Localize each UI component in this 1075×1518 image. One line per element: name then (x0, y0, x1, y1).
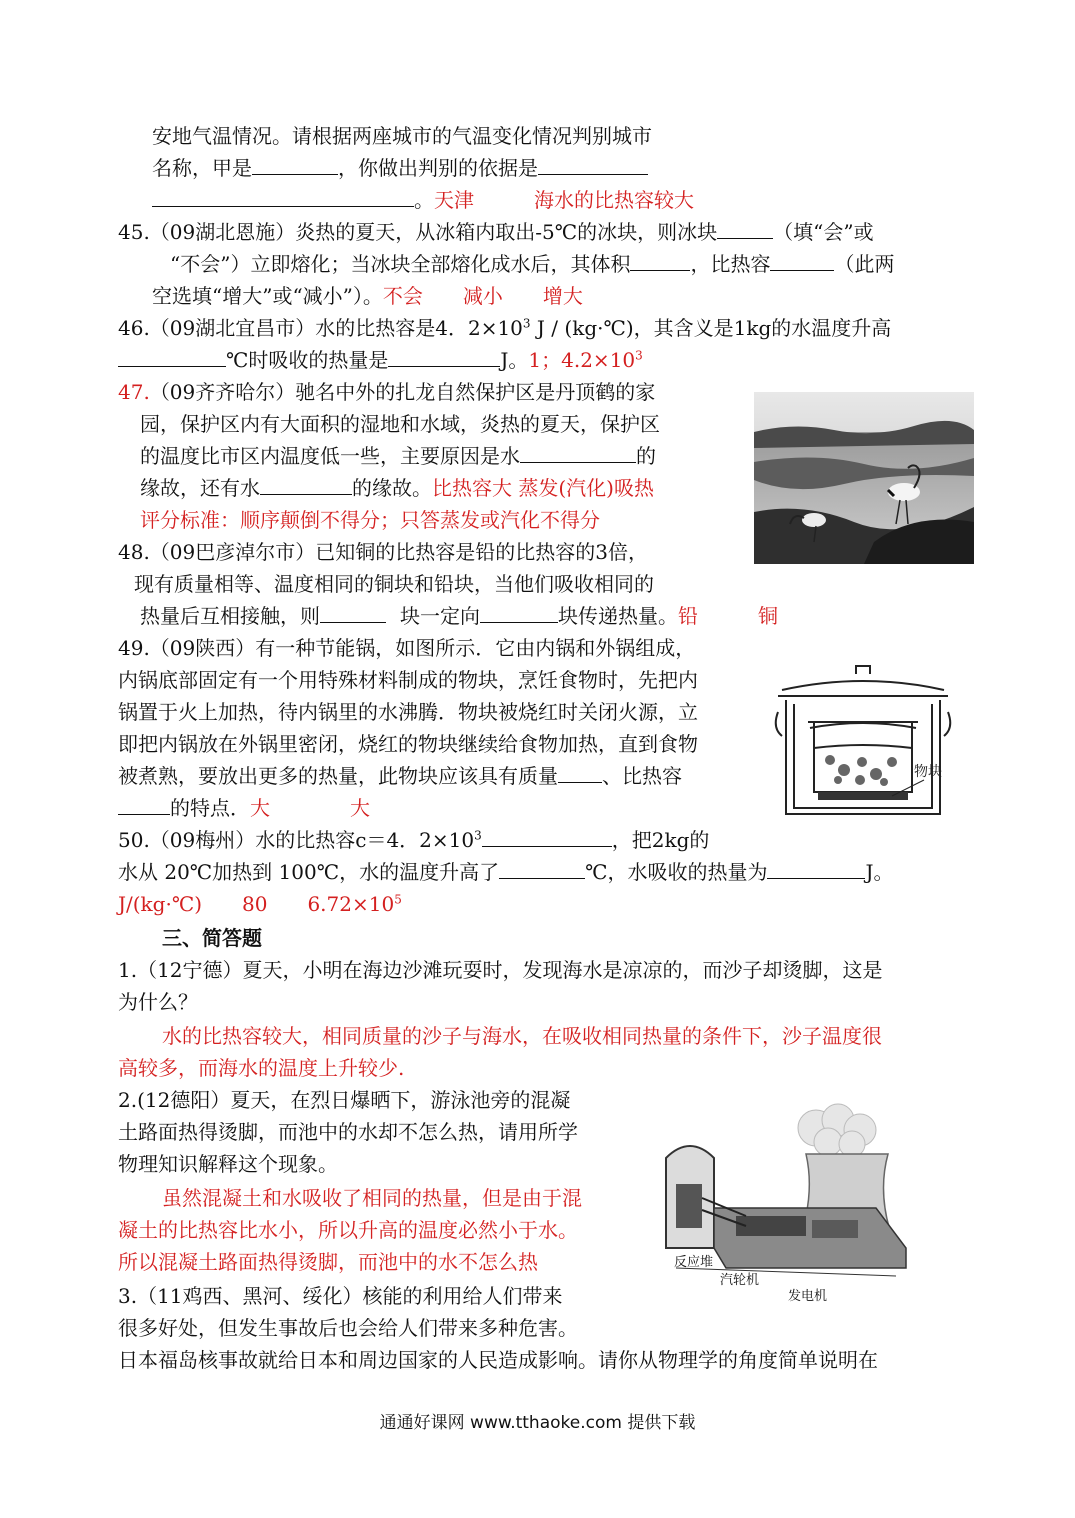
question-45: 45.（09湖北恩施）炎热的夏天，从冰箱内取出-5℃的冰块，则冰块 （填“会”或 (118, 220, 874, 244)
text-line: 为什么？ (118, 990, 198, 1014)
question-50: 50.（09梅州）水的比热容c＝4．$2\times 10^3$ ，把2kg的 (118, 828, 710, 852)
answer: 高较多，而海水的温度上升较少. (118, 1056, 405, 1080)
text-line: 被煮熟，要放出更多的热量，此物块应该具有质量 、比热容 (118, 764, 682, 788)
answer: 天津 海水的比热容较大 (434, 188, 694, 212)
section-heading: 三、简答题 (162, 926, 262, 950)
answer: 虽然混凝土和水吸收了相同的热量，但是由于混 (162, 1186, 582, 1210)
answer: 大 大 (250, 796, 370, 820)
question-49: 49.（09陕西）有一种节能锅，如图所示．它由内锅和外锅组成， (118, 636, 696, 660)
answer: 不会 减小 增大 (382, 284, 583, 308)
answer: 1；$4.2\times 10^3$ (528, 348, 643, 372)
text-line: 。天津 海水的比热容较大 (152, 186, 694, 214)
text-line: 内锅底部固定有一个用特殊材料制成的物块，烹饪食物时，先把内 (118, 668, 698, 692)
crane-photo (754, 392, 974, 564)
generator-label: 发电机 (788, 1289, 828, 1304)
text-line: 锅置于火上加热，待内锅里的水沸腾．物块被烧红时关闭火源，立 (118, 700, 698, 724)
text-line: 的温度比市区内温度低一些，主要原因是水 的 (140, 444, 656, 468)
short-answer-2: 2.(12德阳）夏天，在烈日爆晒下，游泳池旁的混凝 (118, 1088, 571, 1112)
text-line: 热量后互相接触，则 块一定向 块传递热量。铅 铜 (140, 604, 778, 628)
answer: 铅 铜 (678, 604, 778, 628)
question-46: 46.（09湖北宜昌市）水的比热容是4．$2\times 10^3$ J / (kg·℃)，其含义是1kg的水温度升高 (118, 316, 892, 340)
nuclear-plant-diagram (656, 1098, 918, 1306)
text-line: 土路面热得烫脚，而池中的水却不怎么热，请用所学 (118, 1120, 578, 1144)
text-line: 园，保护区内有大面积的湿地和水域，炎热的夏天，保护区 (140, 412, 660, 436)
text-line: 很多好处，但发生事故后也会给人们带来多种危害。 (118, 1316, 578, 1340)
text-line: 空选填“增大”或“减小”）。不会 减小 增大 (152, 284, 583, 308)
answer: J/(kg·℃) 80 $6.72\times 10^5$ (118, 892, 402, 916)
text-line: 物理知识解释这个现象。 (118, 1152, 338, 1176)
turbine-label: 汽轮机 (720, 1273, 760, 1288)
reactor-label: 反应堆 (674, 1255, 714, 1270)
text-line: 的特点．大 大 (118, 794, 370, 822)
text-line: 现有质量相等、温度相同的铜块和铅块，当他们吸收相同的 (134, 572, 654, 596)
answer: 水的比热容较大，相同质量的沙子与海水，在吸收相同热量的条件下，沙子温度很 (162, 1024, 882, 1048)
text-line: 水从 20℃加热到 100℃，水的温度升高了 ℃，水吸收的热量为 J。 (118, 860, 894, 884)
question-47: 47.（09齐齐哈尔）驰名中外的扎龙自然保护区是丹顶鹤的家 (118, 380, 656, 404)
scoring-note: 评分标准：顺序颠倒不得分；只答蒸发或汽化不得分 (140, 508, 600, 532)
pot-block-label: 物块 (914, 764, 942, 780)
text-line: ℃时吸收的热量是 J。1；$4.2\times 10^3$ (118, 346, 643, 374)
question-48: 48.（09巴彦淖尔市）已知铜的比热容是铅的比热容的3倍， (118, 540, 648, 564)
text-line: 即把内锅放在外锅里密闭，烧红的物块继续给食物加热，直到食物 (118, 732, 698, 756)
text-line: 名称，甲是 ，你做出判别的依据是 (152, 154, 648, 182)
text-line: 缘故，还有水 的缘故。比热容大 蒸发(汽化)吸热 (140, 476, 654, 500)
text-line: 日本福岛核事故就给日本和周边国家的人民造成影响。请你从物理学的角度简单说明在 (118, 1348, 878, 1372)
text-line: 安地气温情况。请根据两座城市的气温变化情况判别城市 (152, 124, 652, 148)
text-line: “不会”）立即熔化；当冰块全部熔化成水后，其体积 ，比热容 （此两 (170, 252, 895, 276)
answer: 凝土的比热容比水小，所以升高的温度必然小于水。 (118, 1218, 578, 1242)
answer: 所以混凝土路面热得烫脚，而池中的水不怎么热 (118, 1250, 538, 1274)
short-answer-1: 1.（12宁德）夏天，小明在海边沙滩玩耍时，发现海水是凉凉的，而沙子却烫脚，这是 (118, 958, 883, 982)
page-footer: 通通好课网 www.tthaoke.com 提供下载 (379, 1413, 696, 1433)
pot-diagram (774, 652, 952, 826)
short-answer-3: 3.（11鸡西、黑河、绥化）核能的利用给人们带来 (118, 1284, 563, 1308)
answer: 比热容大 蒸发(汽化)吸热 (432, 476, 654, 500)
